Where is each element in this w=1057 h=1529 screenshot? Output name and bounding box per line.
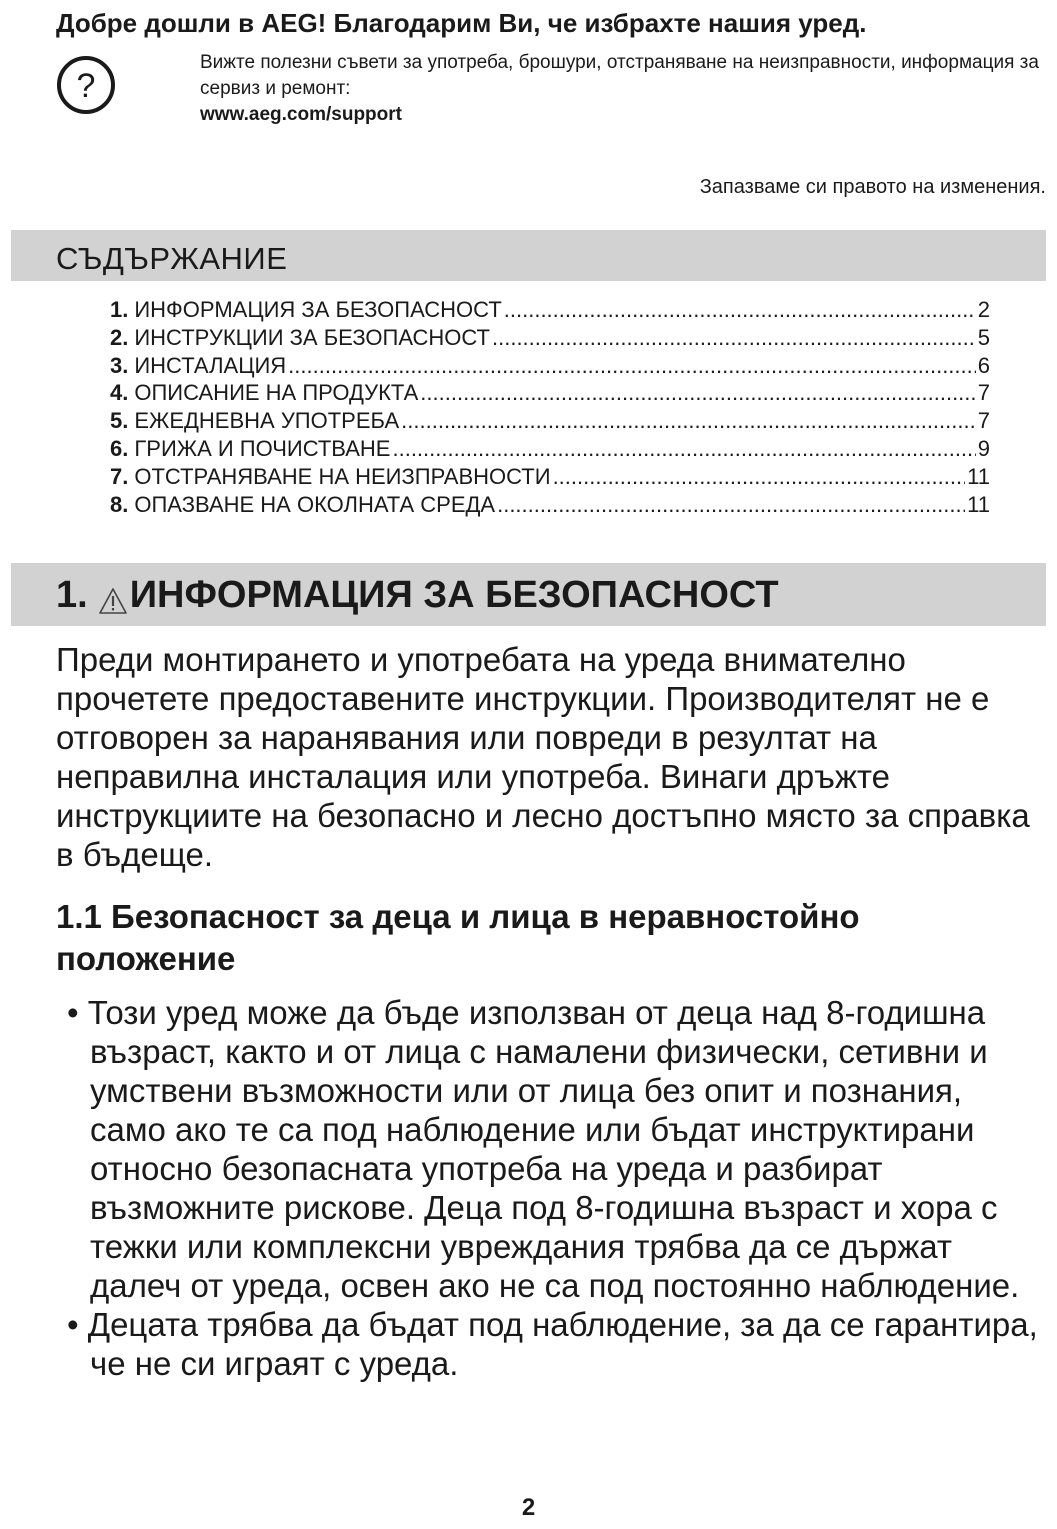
toc-item[interactable] (110, 435, 990, 463)
toc-item-label: ОПАЗВАНЕ НА ОКОЛНАТА СРЕДА (134, 491, 496, 517)
toc-item[interactable] (110, 463, 990, 491)
toc-item-label: ИНФОРМАЦИЯ ЗА БЕЗОПАСНОСТ (134, 297, 502, 322)
toc-item-number: 7. (110, 463, 129, 489)
toc-item-label: ОТСТРАНЯВАНЕ НА НЕИЗПРАВНОСТИ (134, 463, 551, 489)
toc-item[interactable] (110, 296, 990, 324)
safety-bullet-list (56, 993, 1046, 1383)
support-link[interactable]: www.aeg.com/support (200, 104, 402, 125)
toc-item[interactable] (110, 324, 990, 352)
svg-text:?: ? (76, 67, 96, 105)
toc-item-number: 4. (110, 380, 129, 406)
toc-item-label: ГРИЖА И ПОЧИСТВАНЕ (134, 435, 391, 461)
toc-leader-dots (392, 435, 975, 463)
toc-leader-dots (504, 296, 976, 324)
warning-triangle-icon (98, 582, 128, 610)
rights-reserved-note: Запазваме си правото на изменения. (699, 176, 1046, 198)
toc-item-number: 1. (110, 297, 129, 322)
list-item: • Този уред може да бъде използван от деца над 8-годишна възраст, както и от лица с намалени физически, сетивни и умствени възможности или от лица без опит и познания, само ако те са под наблюдение или бъдат инструктирани относно безопасната употреба на уреда и разбират възможните рискове. Деца под 8-годишна възраст и хора с тежки или комплексни увреждания трябва да се държат далеч от уреда, освен ако не са под постоянно наблюдение. (56, 993, 1046, 1305)
toc-item-label: ЕЖЕДНЕВНА УПОТРЕБА (134, 408, 400, 434)
toc-item-page: 11 (967, 491, 990, 517)
intro-paragraph: Преди монтирането и употребата на уреда внимателно прочетете предоставените инструкции. Производителят не е отговорен за наранявания или повреди в резултат на неправилна инсталация или употреба. Винаги дръжте инструкциите на безопасно и лесно достъпно място за справка в бъдеще. (56, 641, 1030, 873)
toc-item[interactable] (110, 491, 990, 519)
welcome-heading: Добре дошли в AEG! Благодарим Ви, че избрахте нашия уред. (56, 8, 867, 38)
toc-item-label: ОПИСАНИЕ НА ПРОДУКТА (134, 380, 419, 406)
toc-item-page: 5 (977, 324, 990, 350)
toc-item-page: 9 (977, 435, 990, 461)
page-number: 2 (521, 1494, 536, 1521)
toc-item[interactable] (110, 407, 990, 435)
toc-leader-dots (497, 491, 965, 519)
section-title (56, 574, 779, 617)
toc-item-number: 8. (110, 491, 129, 517)
table-of-contents (110, 296, 990, 518)
toc-item-page: 7 (977, 408, 990, 434)
toc-leader-dots (288, 352, 976, 380)
toc-item-number: 6. (110, 435, 129, 461)
toc-title: СЪДЪРЖАНИЕ (56, 241, 288, 276)
toc-item-page: 2 (977, 297, 990, 322)
toc-item-label: ИНСТАЛАЦИЯ (134, 352, 287, 378)
toc-item-page: 11 (967, 463, 990, 489)
toc-item-number: 2. (110, 324, 129, 350)
list-item: • Децата трябва да бъдат под наблюдение, за да се гарантира, че не си играят с уреда. (56, 1305, 1046, 1383)
subsection-title: 1.1 Безопасност за деца и лица в неравностойно положение (56, 898, 860, 977)
toc-item-page: 6 (977, 352, 990, 378)
section-title-text: ИНФОРМАЦИЯ ЗА БЕЗОПАСНОСТ (129, 574, 779, 616)
question-circle-icon (56, 55, 116, 115)
toc-leader-dots (553, 463, 966, 491)
toc-item-label: ИНСТРУКЦИИ ЗА БЕЗОПАСНОСТ (134, 324, 490, 350)
support-info (200, 50, 1040, 128)
toc-item[interactable] (110, 379, 990, 407)
toc-item-page: 7 (977, 380, 990, 406)
toc-item-number: 3. (110, 352, 129, 378)
toc-item[interactable] (110, 352, 990, 380)
toc-leader-dots (492, 324, 976, 352)
toc-leader-dots (401, 407, 976, 435)
support-text: Вижте полезни съвети за употреба, брошури, отстраняване на неизправности, информация за сервиз и ремонт: (200, 52, 1039, 99)
toc-item-number: 5. (110, 408, 129, 434)
section-number: 1. (56, 574, 88, 616)
toc-leader-dots (420, 379, 975, 407)
